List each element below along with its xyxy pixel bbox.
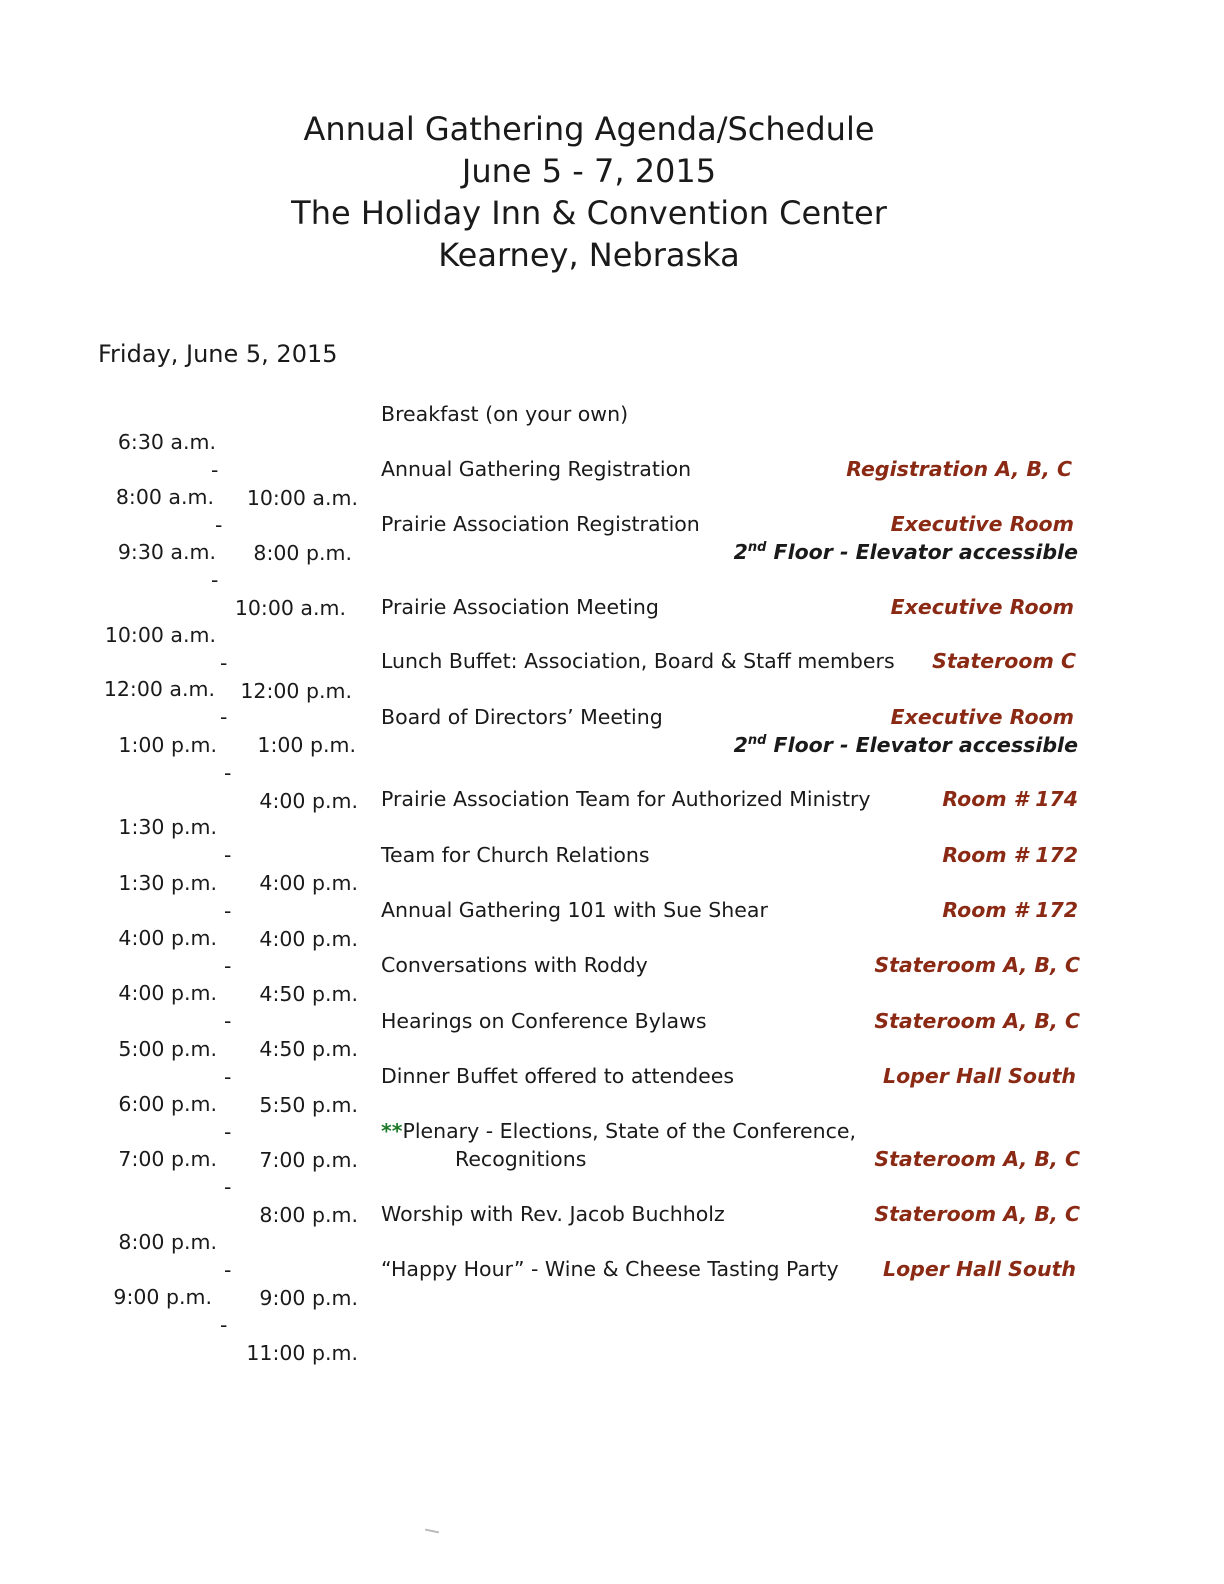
title-line-3: The Holiday Inn & Convention Center	[291, 194, 887, 232]
end-time: 10:00 a.m.	[246, 486, 358, 510]
time-separator: -	[224, 1258, 232, 1282]
end-time: 1:00 p.m.	[257, 733, 356, 757]
event-title: Dinner Buffet offered to attendees	[381, 1064, 735, 1088]
start-time: 9:30 a.m.	[117, 540, 216, 564]
start-time: 1:00 p.m.	[118, 733, 217, 757]
start-time: 4:00 p.m.	[118, 926, 217, 950]
time-separator: -	[224, 1175, 232, 1199]
end-time: 8:00 p.m.	[253, 541, 352, 565]
event-location: Executive Room	[890, 512, 1074, 536]
event-title: Hearings on Conference Bylaws	[381, 1009, 707, 1033]
event-location: Stateroom A, B, C	[874, 1147, 1080, 1171]
event-title: Worship with Rev. Jacob Buchholz	[381, 1202, 725, 1226]
start-time: 6:30 a.m.	[117, 430, 216, 454]
end-time: 4:50 p.m.	[259, 1037, 358, 1061]
document-title	[0, 108, 1178, 276]
start-time: 10:00 a.m.	[104, 623, 216, 647]
highlight-stars: **	[381, 1119, 403, 1143]
time-separator: -	[211, 568, 219, 592]
location-note: 2nd Floor - Elevator accessible	[733, 540, 1078, 564]
start-time: 1:30 p.m.	[118, 815, 217, 839]
event-location: Stateroom C	[932, 649, 1076, 673]
title-line-2: June 5 - 7, 2015	[461, 152, 717, 190]
time-separator: -	[224, 1009, 232, 1033]
start-time: 8:00 p.m.	[118, 1230, 217, 1254]
event-location: Room # 174	[942, 787, 1078, 811]
time-range	[96, 1255, 358, 1395]
event-location: Stateroom A, B, C	[874, 1009, 1080, 1033]
start-time: 9:00 p.m.	[113, 1285, 212, 1309]
end-time: 4:50 p.m.	[259, 982, 358, 1006]
event-title-continued: Recognitions	[455, 1147, 587, 1171]
end-time: 4:00 p.m.	[259, 789, 358, 813]
time-separator: -	[211, 458, 219, 482]
event-title: Team for Church Relations	[381, 843, 650, 867]
event-title: Breakfast (on your own)	[381, 402, 629, 426]
end-time: 11:00 p.m.	[246, 1341, 358, 1365]
location-note: 2nd Floor - Elevator accessible	[733, 733, 1078, 757]
event-location: Executive Room	[890, 595, 1074, 619]
start-time: 4:00 p.m.	[118, 981, 217, 1005]
event-title: Annual Gathering Registration	[381, 457, 692, 481]
event-title: Prairie Association Meeting	[381, 595, 659, 619]
end-time: 7:00 p.m.	[259, 1148, 358, 1172]
event-title: Conversations with Roddy	[381, 953, 648, 977]
event-title: **Plenary - Elections, State of the Conference,	[381, 1119, 857, 1143]
start-time: 5:00 p.m.	[118, 1037, 217, 1061]
start-time: 1:30 p.m.	[118, 871, 217, 895]
time-separator: -	[220, 705, 228, 729]
time-separator: -	[224, 1065, 232, 1089]
end-time: 4:00 p.m.	[259, 871, 358, 895]
end-time: 10:00 a.m.	[234, 596, 346, 620]
time-separator: -	[224, 899, 232, 923]
time-separator: -	[215, 513, 223, 537]
time-separator: -	[224, 954, 232, 978]
event-title: Board of Directors’ Meeting	[381, 705, 663, 729]
event-location: Room # 172	[942, 898, 1078, 922]
end-time: 4:00 p.m.	[259, 927, 358, 951]
event-title: Lunch Buffet: Association, Board & Staff members	[381, 649, 895, 673]
title-line-1: Annual Gathering Agenda/Schedule	[303, 110, 875, 148]
event-location: Room # 172	[942, 843, 1078, 867]
event-title: Prairie Association Registration	[381, 512, 700, 536]
time-separator: -	[220, 651, 228, 675]
event-location: Loper Hall South	[883, 1257, 1076, 1281]
time-separator: -	[224, 1120, 232, 1144]
time-separator: -	[224, 761, 232, 785]
time-separator: -	[220, 1313, 228, 1337]
event-location: Stateroom A, B, C	[874, 1202, 1080, 1226]
end-time: 12:00 p.m.	[240, 679, 352, 703]
day-heading: Friday, June 5, 2015	[98, 340, 338, 368]
event-location: Stateroom A, B, C	[874, 953, 1080, 977]
title-line-4: Kearney, Nebraska	[438, 236, 740, 274]
end-time: 5:50 p.m.	[259, 1093, 358, 1117]
event-location: Executive Room	[890, 705, 1074, 729]
start-time: 8:00 a.m.	[115, 485, 214, 509]
event-title: Prairie Association Team for Authorized Ministry	[381, 787, 871, 811]
start-time: 12:00 a.m.	[103, 677, 215, 701]
event-title: “Happy Hour” - Wine & Cheese Tasting Party	[381, 1257, 839, 1281]
end-time: 9:00 p.m.	[259, 1286, 358, 1310]
start-time: 6:00 p.m.	[118, 1092, 217, 1116]
event-title: Annual Gathering 101 with Sue Shear	[381, 898, 768, 922]
start-time: 7:00 p.m.	[118, 1147, 217, 1171]
event-location: Registration A, B, C	[846, 457, 1072, 481]
end-time: 8:00 p.m.	[259, 1203, 358, 1227]
time-separator: -	[224, 843, 232, 867]
scan-mark	[425, 1529, 439, 1534]
event-location: Loper Hall South	[883, 1064, 1076, 1088]
